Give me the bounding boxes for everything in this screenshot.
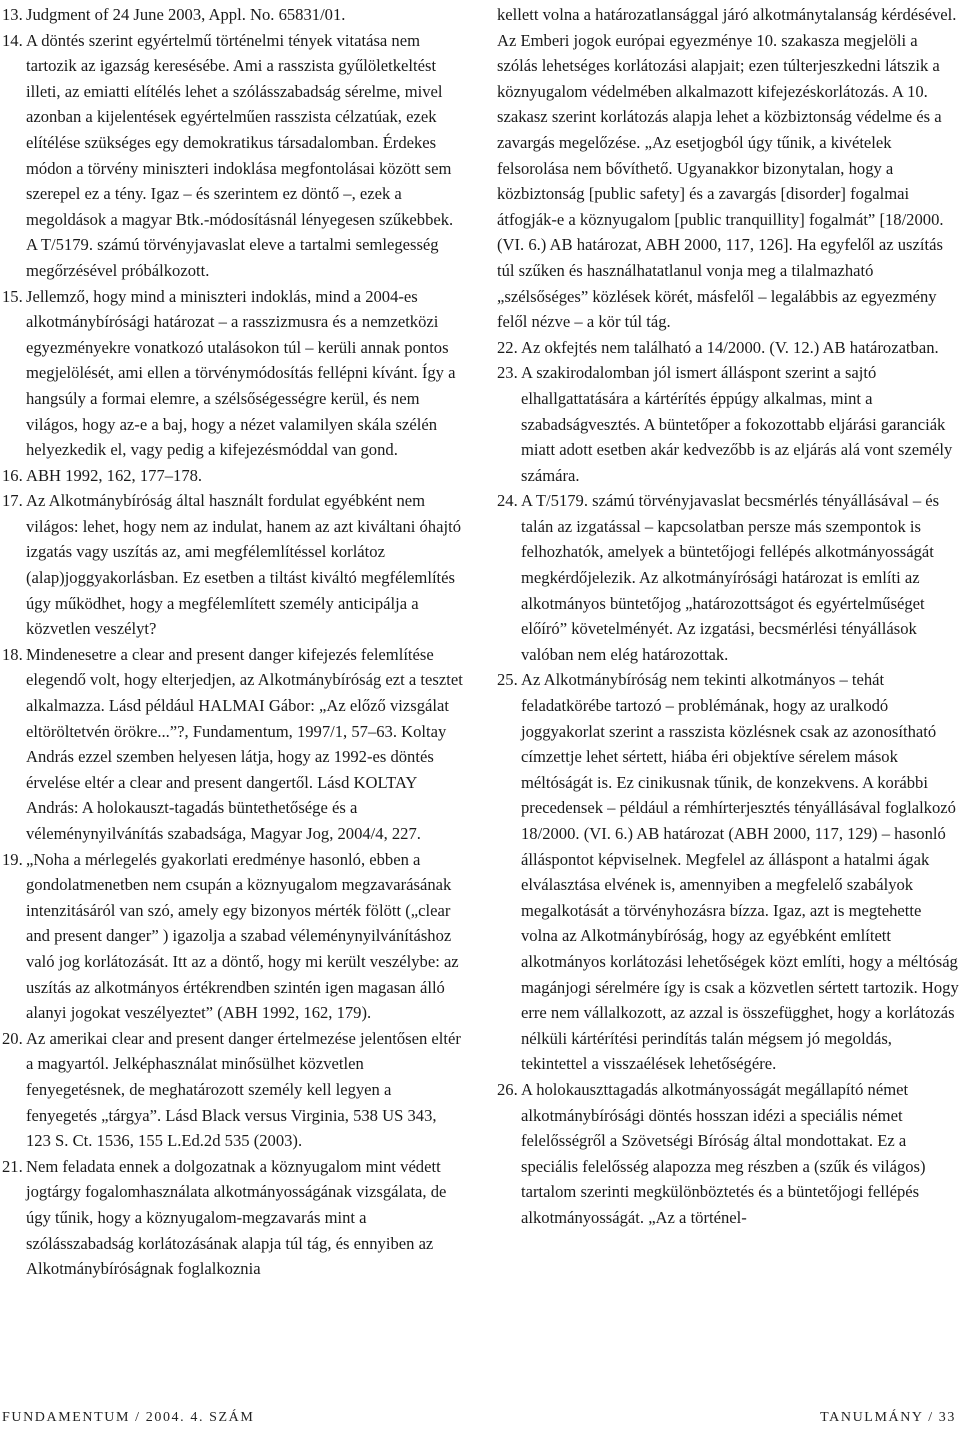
footnote-text: „Noha a mérlegelés gyakorlati eredménye hasonló, ebben a gondolatmenetben nem csupán a köznyugalom megzavarásának intenzitásáról van szó, amely egy bizonyos mérték fölött („clear and present danger” ) igazolja a szabad véleménynyilvánításhoz való jog korlátozását. Itt az a döntő, hogy mi került veszélybe: az uszítás az alkotmányos értékrendben szintén igen magasan álló alanyi jogokat veszélyeztet” (ABH 1992, 162, 179). — [26, 849, 459, 1023]
footnote-24 — [497, 488, 959, 667]
footnote-15 — [2, 284, 464, 463]
footnote-number: 23. — [497, 363, 518, 383]
footnote-14 — [2, 28, 464, 284]
footnote-text: kellett volna a határozatlansággal járó alkotmánytalanság kérdésével. Az Emberi jogok európai egyezménye 10. szakasza megjelöli a szólás lehetséges korlátozási alapjait; ezen túlterjeszkedni látszik a köznyugalom védelmében alkalmazott kifejezéskorlátozás. A 10. szakasz szerint korlátozás alapja lehet a közbiztonság védelme és a zavargás megelőzése. „Az esetjogból úgy tűnik, a kivételek felsorolása nem bővíthető. Ugyanakkor bizonytalan, hogy a közbiztonság [public safety] és a zavargás [disorder] fogalmai átfogják-e a köznyugalom [public tranquillity] fogalmát” [18/2000. (VI. 6.) AB határozat, ABH 2000, 117, 126]. Ha egyfelől az uszítás túl szűken és használhatatlanul vonja meg a tilalmazható „szélsőséges” közlések körét, másfelől – legalábbis az egyezmény felől nézve – a kör túl tág. — [497, 5, 957, 332]
footnote-13 — [2, 2, 464, 28]
footnote-number: 21. — [2, 1156, 23, 1176]
footnote-text: A döntés szerint egyértelmű történelmi tények vitatása nem tartozik az igazság keresésébe. Ami a rasszista gyűlöletkeltést illeti, az emiatti elítélés lehet a szólásszabadság sérelme, mivel azonban a kijelentések egyértelműen rasszista célzatúak, ezek elítélése szükséges egy demokratikus társadalomban. Érdekes módon a törvény miniszteri indoklása megfontolásai között sem szerepel ez a tény. Igaz – és szerintem ez döntő –, ezek a megoldások a magyar Btk.-módosításnál lényegesen szűkebbek. A T/5179. számú törvényjavaslat eleve a tartalmi semlegesség megőrzésével próbálkozott. — [26, 30, 454, 280]
footnotes-right-column — [497, 2, 959, 1231]
footnote-number: 19. — [2, 849, 23, 869]
footnote-text: Az Alkotmánybíróság által használt fordulat egyébként nem világos: lehet, hogy nem az indulat, hanem az azt kiváltani óhajtó izgatás vagy uszítás az, ami megfélemlítéssel korlátoz (alap)joggyakorlásban. Ez esetben a tiltást kiváltó megfélemlítés úgy működhet, hogy a megfélemlített személy anticipálja a közvetlen veszélyt? — [26, 491, 461, 639]
journal-issue-label: FUNDAMENTUM / 2004. 4. SZÁM — [2, 1410, 255, 1425]
footnotes-left-column — [2, 2, 464, 1282]
footnote-text: Az Alkotmánybíróság nem tekinti alkotmányos – tehát feladatkörébe tartozó – problémának, hogy az uralkodó joggyakorlat szerint a rasszista közlésnek csak az azonosítható címzettje lehet sértett, hiába éri objektíve sérelem mások méltóságát is. Ez cinikusnak tűnik, de konzekvens. A korábbi precedensek – például a rémhírterjesztés tényállásával foglalkozó 18/2000. (VI. 6.) AB határozat (ABH 2000, 117, 129) – hasonló álláspontot képviselnek. Megfelel az álláspont a hatalmi ágak elválasztása elvének is, amennyiben a megfelelő szabályok megalkotását a törvényhozásra bízza. Igaz, azt is megtehette volna az Alkotmánybíróság, hogy az egyébként említett alkotmányos korlátozási lehetőségek közt említi, hogy a méltóság magánjogi sérelmére így is csak a közvetlen sértett tartozik. Hogy erre nem vállalkozott, az azzal is összefügghet, hogy a korlátozás nélküli kártérítési perindítás talán mégsem jó megoldás, tekintettel a visszaélések lehetőségére. — [521, 670, 959, 1074]
footnote-17 — [2, 488, 464, 642]
footnote-19 — [2, 847, 464, 1026]
footnote-text: Az okfejtés nem található a 14/2000. (V. 12.) AB határozatban. — [521, 337, 939, 357]
footnote-number: 15. — [2, 286, 23, 306]
footnote-number: 24. — [497, 491, 518, 511]
footnote-number: 14. — [2, 30, 23, 50]
footnote-21-continued — [497, 2, 959, 335]
footnote-text: ABH 1992, 162, 177–178. — [26, 465, 203, 485]
footnote-text: Jellemző, hogy mind a miniszteri indoklás, mind a 2004-es alkotmánybírósági határozat – a rasszizmusra és a nemzetközi egyezményekre vonatkozó utalásokon túl – kerüli annak pontos megjelölését, ami ellen a törvénymódosítás fellépni kívánt. Így a hangsúly a formai elemre, a szélsőségességre kerül, és nem világos, hogy az-e a baj, hogy a nézet valamilyen skála szélén helyezkedik el, vagy pedig a kifejezésmóddal van gond. — [26, 286, 456, 460]
footnote-number: 18. — [2, 644, 23, 664]
footnote-text: Judgment of 24 June 2003, Appl. No. 65831/01. — [26, 5, 346, 24]
footnote-text: Mindenesetre a clear and present danger kifejezés felemlítése elegendő volt, hogy elterjedjen, az Alkotmánybíróság ezt a tesztet alkalmazza. Lásd például HALMAI Gábor: „Az előző vizsgálat eltöröltetvén örökre...”?, Fundamentum, 1997/1, 57–63. Koltay András ezzel szemben helyesen látja, hogy az 1992-es döntés érvelése eltér a clear and present dangertől. Lásd KOLTAY András: A holokauszt-tagadás büntethetősége és a véleménynyilvánítás szabadsága, Magyar Jog, 2004/4, 227. — [26, 644, 463, 843]
footnote-22 — [497, 335, 959, 361]
footnote-25 — [497, 667, 959, 1077]
footnote-number: 17. — [2, 491, 23, 511]
footnote-text: A holokauszttagadás alkotmányosságát megállapító német alkotmánybírósági döntés hosszan idézi a speciális német felelősségről a Szövetségi Bíróság által mondottakat. Ez a speciális felelősség alapozza meg részben a (szűk és világos) tartalom szerinti megkülönböztetés és a büntetőjogi fellépés alkotmányosságát. „Az a történel- — [521, 1079, 926, 1227]
footnote-number: 20. — [2, 1028, 23, 1048]
footnote-number: 22. — [497, 337, 518, 357]
footnote-23 — [497, 360, 959, 488]
footnote-text: A T/5179. számú törvényjavaslat becsmérlés tényállásával – és talán az izgatással – kapcsolatban persze más szempontok is felhozhatók, amelyek a büntetőjogi fellépés alkotmányosságát megkérdőjelezik. Az alkotmányírósági határozat is említi az alkotmányos büntetőjog „határozottságot és egyértelműséget előíró” követelményét. Az izgatási, becsmérlési tényállások valóban nem elég határozottak. — [521, 491, 940, 664]
footnote-number: 16. — [2, 465, 23, 485]
footnote-number: 13. — [2, 5, 23, 24]
footnote-20 — [2, 1026, 464, 1154]
footnote-16 — [2, 463, 464, 489]
footnote-text: Nem feladata ennek a dolgozatnak a köznyugalom mint védett jogtárgy fogalomhasználata alkotmányosságának vizsgálata, de úgy tűnik, hogy a köznyugalom-megzavarás mint a szólásszabadság korlátozásának alapja túl tág, és ennyiben az Alkotmánybíróságnak foglalkoznia — [26, 1156, 447, 1279]
footnote-26 — [497, 1077, 959, 1231]
footnote-18 — [2, 642, 464, 847]
footnote-number: 25. — [497, 670, 518, 690]
section-page-number: TANULMÁNY / 33 — [820, 1410, 956, 1425]
footnote-number: 26. — [497, 1079, 518, 1099]
footnote-text: A szakirodalomban jól ismert álláspont szerint a sajtó elhallgattatására a kártérítés éppúgy alkalmas, mint a szabadságvesztés. A büntetőper a fokozottabb eljárási garanciák miatt adott esetben akár kedvezőbb is az eljárás alá vont személy számára. — [521, 363, 953, 485]
footnote-21 — [2, 1154, 464, 1282]
footnote-text: Az amerikai clear and present danger értelmezése jelentősen eltér a magyartól. Jelképhasználat minősülhet közvetlen fenyegetésnek, de meghatározott személy kell legyen a fenyegetés „tárgya”. Lásd Black versus Virginia, 538 US 343, 123 S. Ct. 1536, 155 L.Ed.2d 535 (2003). — [26, 1028, 461, 1151]
